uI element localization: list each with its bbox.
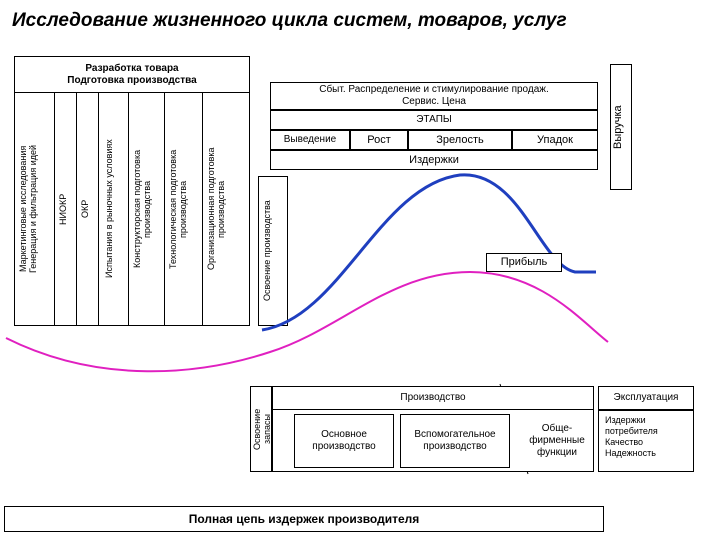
page-title: Исследование жизненного цикла систем, товаров, услуг [12,10,567,31]
development-header-line1: Разработка товара [85,62,179,74]
stage-growth: Рост [350,130,408,150]
consumer-costs-box: Издержки потребителя Качество Надежность [598,410,694,472]
column-tech-prep: Технологическая подготовка производства [168,149,188,269]
auxiliary-production-box: Вспомогательное производство [400,414,510,468]
development-header-line2: Подготовка производства [67,74,197,86]
main-production-box: Основное производство [294,414,394,468]
full-cost-chain-bar: Полная цепь издержек производителя [4,506,604,532]
column-okr: ОКР [80,199,90,219]
stages-label: ЭТАПЫ [270,110,598,130]
sales-line1: Сбыт. Распределение и стимулирование продаж. [319,84,549,95]
column-market-tests: Испытания в рыночных условиях [104,139,114,279]
column-nir: НИОКР [58,193,68,225]
column-marketing-research: Маркетинговые исследования Генерация и фильтрация идей [18,144,38,274]
stage-maturity: Зрелость [408,130,512,150]
production-label: Производство [272,386,594,410]
column-org-prep: Организационная подготовка производства [206,147,226,271]
cost-curve [6,272,608,371]
stage-introduction: Выведение [270,130,350,150]
column-design-prep: Конструкторская подготовка производства [132,149,152,269]
stage-decline: Упадок [512,130,598,150]
revenue-label: Выручка [612,105,624,149]
exploitation-label: Эксплуатация [598,386,694,410]
mastering-stocks-label: Освоение запасы [252,408,272,450]
sales-line2: Сервис. Цена [402,96,466,107]
costs-label: Издержки [270,150,598,170]
general-functions-label: Обще- фирменные функции [529,423,585,458]
profit-label: Прибыль [486,253,562,272]
mastering-production-label: Освоение производства [262,200,272,302]
